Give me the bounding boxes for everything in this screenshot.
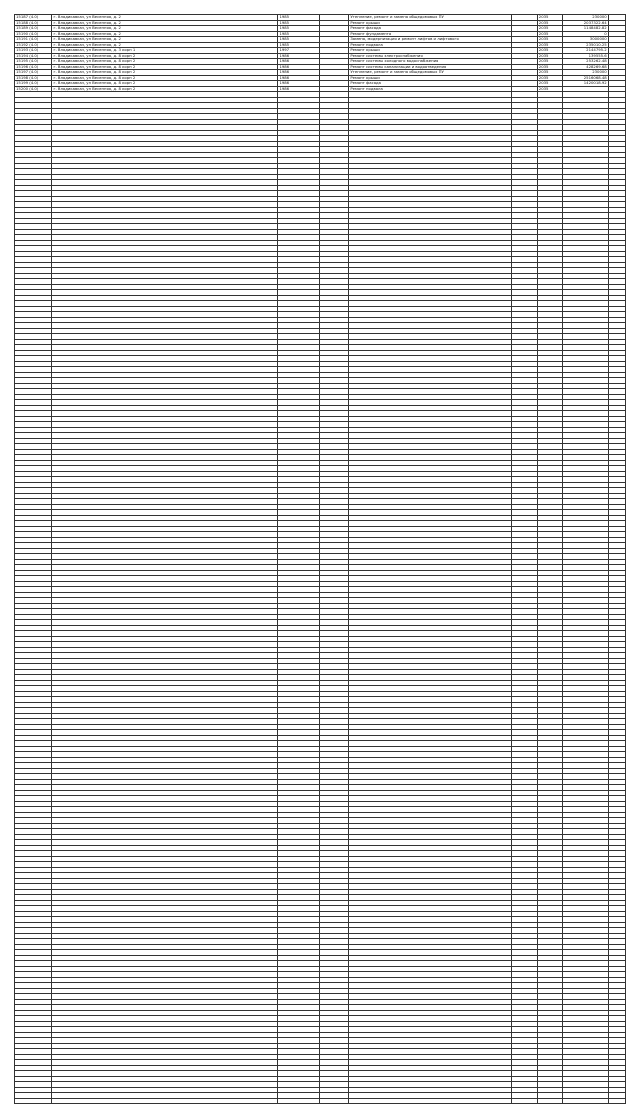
cell-address: г. Владикавказ, ул Весенняя, д. 2 (52, 26, 278, 32)
cell-work: Ремонт крыши (349, 75, 512, 81)
cell-year-built: 1986 (278, 81, 320, 87)
table-row (15, 1098, 626, 1104)
cell-amount: 253262.48 (563, 59, 609, 65)
cell-work: Ремонт крыши (349, 20, 512, 26)
cell-address: г. Владикавказ, ул Весенняя, д. 8 корп 2 (52, 70, 278, 76)
cell-work: Замена, модернизация и ремонт лифтов и лифтового (349, 37, 512, 43)
cell-year-built: 1985 (278, 37, 320, 43)
cell-year-built: 1986 (278, 64, 320, 70)
cell-year-built: 1986 (278, 53, 320, 59)
cell-id: 15199 (4.0) (15, 81, 52, 87)
cell-end: 2035 (537, 31, 562, 37)
cell-end: 2035 (537, 64, 562, 70)
cell-id: 15200 (4.0) (15, 86, 52, 92)
cell-work (349, 1098, 512, 1104)
cell-year-built: 1986 (278, 59, 320, 65)
cell-year-prev (319, 1098, 348, 1104)
cell-id: 15192 (4.0) (15, 42, 52, 48)
cell-id: 15195 (4.0) (15, 59, 52, 65)
cell-work: Ремонт системы электроснабжения (349, 53, 512, 59)
cell-address: г. Владикавказ, ул Весенняя, д. 2 (52, 42, 278, 48)
cell-amount: 2144795.2 (563, 48, 609, 54)
cell-id: 15197 (4.0) (15, 70, 52, 76)
cell-amount: 2037322.64 (563, 20, 609, 26)
cell-address: г. Владикавказ, ул Весенняя, д. 2 (52, 37, 278, 43)
cell-amount (563, 1098, 609, 1104)
cell-end: 2035 (537, 53, 562, 59)
cell-id: 15190 (4.0) (15, 31, 52, 37)
cell-year-built: 1985 (278, 20, 320, 26)
cell-address: г. Владикавказ, ул Весенняя, д. 8 корп 2 (52, 81, 278, 87)
cell-id: 15191 (4.0) (15, 37, 52, 43)
cell-end: 2035 (537, 81, 562, 87)
cell-end: 2035 (537, 70, 562, 76)
cell-end: 2035 (537, 15, 562, 21)
register-sheet (14, 14, 626, 893)
register-table (14, 14, 626, 1104)
cell-amount: 1148482.82 (563, 26, 609, 32)
cell-year-built: 1985 (278, 31, 320, 37)
cell-id (15, 1098, 52, 1104)
cell-amount: 0 (563, 31, 609, 37)
cell-end: 2035 (537, 26, 562, 32)
cell-work: Утепление, ремонт и замена общедомовых ПУ (349, 70, 512, 76)
cell-year-built: 1985 (278, 15, 320, 21)
cell-id: 15194 (4.0) (15, 53, 52, 59)
cell-end: 2035 (537, 48, 562, 54)
cell-amount: 139555.6 (563, 53, 609, 59)
cell-address: г. Владикавказ, ул Весенняя, д. 8 корп 2 (52, 86, 278, 92)
cell-year-built: 1986 (278, 75, 320, 81)
cell-start (512, 1098, 537, 1104)
cell-amount: 3000000 (563, 37, 609, 43)
cell-work: Ремонт системы холодного водоснабжения (349, 59, 512, 65)
cell-id: 15189 (4.0) (15, 26, 52, 32)
cell-extra (608, 1098, 625, 1104)
cell-id: 15196 (4.0) (15, 64, 52, 70)
cell-id: 15187 (4.0) (15, 15, 52, 21)
cell-work: Ремонт подвала (349, 42, 512, 48)
cell-amount: 235010.25 (563, 42, 609, 48)
cell-end (537, 1098, 562, 1104)
cell-end: 2035 (537, 59, 562, 65)
cell-address: г. Владикавказ, ул Весенняя, д. 8 корп 2 (52, 53, 278, 59)
cell-year-built: 1986 (278, 86, 320, 92)
cell-year-built: 1985 (278, 42, 320, 48)
cell-address: г. Владикавказ, ул Весенняя, д. 2 (52, 20, 278, 26)
cell-work: Ремонт фасада (349, 81, 512, 87)
cell-address: г. Владикавказ, ул Весенняя, д. 3 корп 1 (52, 48, 278, 54)
cell-year-built: 1986 (278, 70, 320, 76)
cell-address: г. Владикавказ, ул Весенняя, д. 2 (52, 31, 278, 37)
cell-work: Ремонт крыши (349, 48, 512, 54)
cell-amount: 1420018.92 (563, 81, 609, 87)
cell-year-built: 1997 (278, 48, 320, 54)
cell-address: г. Владикавказ, ул Весенняя, д. 2 (52, 15, 278, 21)
cell-amount: 2516068.48 (563, 75, 609, 81)
cell-amount: 230000 (563, 70, 609, 76)
cell-work: Ремонт фасада (349, 26, 512, 32)
cell-address (52, 1098, 278, 1104)
cell-id: 15188 (4.0) (15, 20, 52, 26)
cell-id: 15198 (4.0) (15, 75, 52, 81)
cell-end: 2035 (537, 37, 562, 43)
cell-amount: 230000 (563, 15, 609, 21)
cell-end: 2035 (537, 75, 562, 81)
register-rows (15, 15, 626, 1104)
cell-work: Ремонт системы канализации и водоотведения (349, 64, 512, 70)
cell-work: Ремонт подвала (349, 86, 512, 92)
cell-address: г. Владикавказ, ул Весенняя, д. 8 корп 2 (52, 59, 278, 65)
cell-id: 15193 (4.0) (15, 48, 52, 54)
cell-year-built: 1985 (278, 26, 320, 32)
cell-work: Ремонт фундамента (349, 31, 512, 37)
cell-address: г. Владикавказ, ул Весенняя, д. 8 корп 2 (52, 75, 278, 81)
cell-work: Утепление, ремонт и замена общедомовых ПУ (349, 15, 512, 21)
cell-address: г. Владикавказ, ул Весенняя, д. 8 корп 2 (52, 64, 278, 70)
cell-amount: 428269.68 (563, 64, 609, 70)
cell-end: 2035 (537, 42, 562, 48)
cell-end: 2035 (537, 86, 562, 92)
cell-year-built (278, 1098, 320, 1104)
cell-end: 2035 (537, 20, 562, 26)
